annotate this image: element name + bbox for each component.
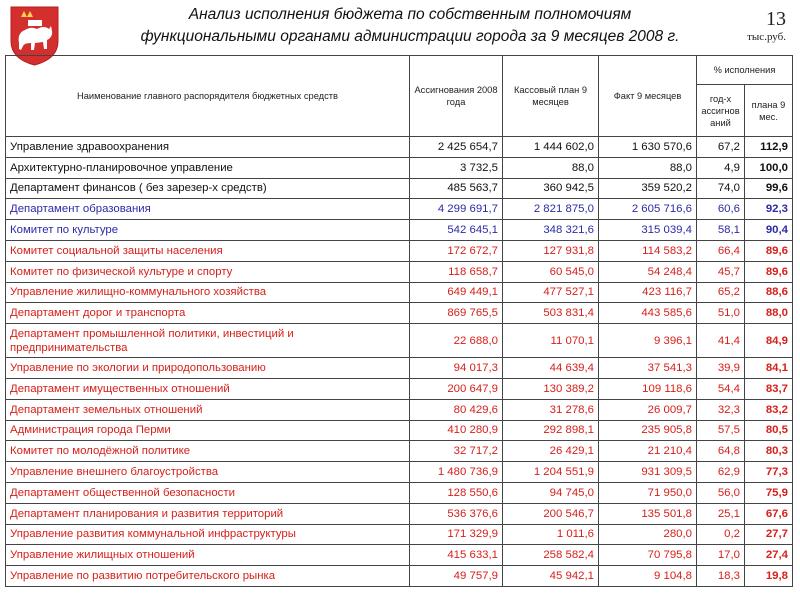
cell-pct-year: 58,1 [697, 220, 745, 241]
table-row [6, 524, 793, 545]
cell-pct-plan: 27,4 [745, 545, 793, 566]
page-title [80, 4, 740, 48]
cell-pct-plan: 112,9 [745, 137, 793, 158]
page-number: 13 [766, 8, 786, 30]
table-header [6, 56, 793, 137]
table-row [6, 545, 793, 566]
cell-plan: 1 011,6 [503, 524, 599, 545]
cell-plan: 26 429,1 [503, 441, 599, 462]
cell-pct-plan: 84,9 [745, 324, 793, 358]
cell-assign: 118 658,7 [410, 261, 503, 282]
table-row [6, 566, 793, 587]
cell-name: Департамент общественной безопасности [6, 482, 410, 503]
table-row [6, 482, 793, 503]
cell-pct-plan: 90,4 [745, 220, 793, 241]
cell-pct-year: 51,0 [697, 303, 745, 324]
col-header-pct-plan: плана 9 мес. [745, 85, 793, 137]
cell-assign: 485 563,7 [410, 178, 503, 199]
cell-assign: 649 449,1 [410, 282, 503, 303]
cell-plan: 200 546,7 [503, 503, 599, 524]
cell-name: Департамент финансов ( без зарезер-х средств) [6, 178, 410, 199]
table-row [6, 324, 793, 358]
cell-assign: 49 757,9 [410, 566, 503, 587]
cell-name: Комитет социальной защиты населения [6, 240, 410, 261]
cell-plan: 88,0 [503, 157, 599, 178]
cell-fact: 26 009,7 [599, 399, 697, 420]
col-header-plan: Кассовый план 9 месяцев [503, 56, 599, 137]
cell-plan: 11 070,1 [503, 324, 599, 358]
cell-pct-year: 39,9 [697, 358, 745, 379]
table-row [6, 282, 793, 303]
cell-pct-plan: 92,3 [745, 199, 793, 220]
cell-plan: 360 942,5 [503, 178, 599, 199]
cell-pct-plan: 89,6 [745, 240, 793, 261]
cell-pct-plan: 89,6 [745, 261, 793, 282]
cell-assign: 80 429,6 [410, 399, 503, 420]
cell-fact: 37 541,3 [599, 358, 697, 379]
col-header-pct-group: % исполнения [697, 56, 793, 85]
cell-pct-year: 66,4 [697, 240, 745, 261]
table-row [6, 178, 793, 199]
cell-assign: 128 550,6 [410, 482, 503, 503]
table-row [6, 157, 793, 178]
col-header-assign: Ассигнования 2008 года [410, 56, 503, 137]
cell-fact: 443 585,6 [599, 303, 697, 324]
cell-plan: 1 204 551,9 [503, 462, 599, 483]
cell-assign: 4 299 691,7 [410, 199, 503, 220]
cell-pct-year: 64,8 [697, 441, 745, 462]
cell-assign: 171 329,9 [410, 524, 503, 545]
table-row [6, 220, 793, 241]
cell-assign: 172 672,7 [410, 240, 503, 261]
cell-name: Комитет по физической культуре и спорту [6, 261, 410, 282]
cell-pct-plan: 88,0 [745, 303, 793, 324]
table-row [6, 441, 793, 462]
cell-fact: 88,0 [599, 157, 697, 178]
cell-pct-year: 0,2 [697, 524, 745, 545]
cell-fact: 71 950,0 [599, 482, 697, 503]
col-header-pct-year: год-х ассигнов аний [697, 85, 745, 137]
cell-plan: 1 444 602,0 [503, 137, 599, 158]
cell-assign: 22 688,0 [410, 324, 503, 358]
cell-pct-year: 67,2 [697, 137, 745, 158]
table-row [6, 503, 793, 524]
cell-name: Департамент промышленной политики, инвестиций и предпринимательства [6, 324, 410, 358]
cell-name: Архитектурно-планировочное управление [6, 157, 410, 178]
cell-assign: 32 717,2 [410, 441, 503, 462]
cell-name: Департамент планирования и развития территорий [6, 503, 410, 524]
cell-fact: 359 520,2 [599, 178, 697, 199]
cell-pct-plan: 100,0 [745, 157, 793, 178]
cell-name: Администрация города Перми [6, 420, 410, 441]
cell-plan: 44 639,4 [503, 358, 599, 379]
cell-fact: 9 396,1 [599, 324, 697, 358]
cell-pct-year: 18,3 [697, 566, 745, 587]
cell-fact: 109 118,6 [599, 378, 697, 399]
cell-plan: 31 278,6 [503, 399, 599, 420]
cell-fact: 54 248,4 [599, 261, 697, 282]
col-header-fact: Факт 9 месяцев [599, 56, 697, 137]
cell-pct-plan: 80,3 [745, 441, 793, 462]
cell-pct-plan: 83,7 [745, 378, 793, 399]
cell-pct-year: 45,7 [697, 261, 745, 282]
cell-pct-year: 25,1 [697, 503, 745, 524]
cell-fact: 114 583,2 [599, 240, 697, 261]
cell-pct-plan: 99,6 [745, 178, 793, 199]
cell-name: Департамент имущественных отношений [6, 378, 410, 399]
title-line-1: Анализ исполнения бюджета по собственным полномочиям [188, 6, 632, 23]
col-header-name: Наименование главного распорядителя бюджетных средств [6, 56, 410, 137]
cell-name: Комитет по культуре [6, 220, 410, 241]
title-line-2: функциональными органами администрации города за 9 месяцев 2008 г. [140, 28, 680, 45]
cell-pct-year: 65,2 [697, 282, 745, 303]
table-row [6, 303, 793, 324]
cell-name: Департамент земельных отношений [6, 399, 410, 420]
cell-pct-plan: 67,6 [745, 503, 793, 524]
cell-name: Управление развития коммунальной инфраструктуры [6, 524, 410, 545]
cell-assign: 415 633,1 [410, 545, 503, 566]
table-row [6, 378, 793, 399]
cell-name: Управление по экологии и природопользованию [6, 358, 410, 379]
cell-name: Управление по развитию потребительского рынка [6, 566, 410, 587]
cell-plan: 127 931,8 [503, 240, 599, 261]
cell-fact: 423 116,7 [599, 282, 697, 303]
table-row [6, 420, 793, 441]
cell-fact: 70 795,8 [599, 545, 697, 566]
cell-plan: 2 821 875,0 [503, 199, 599, 220]
cell-pct-year: 56,0 [697, 482, 745, 503]
cell-pct-plan: 27,7 [745, 524, 793, 545]
cell-assign: 1 480 736,9 [410, 462, 503, 483]
cell-assign: 2 425 654,7 [410, 137, 503, 158]
table-row [6, 137, 793, 158]
units-label: тыс.руб. [747, 31, 786, 43]
cell-pct-year: 17,0 [697, 545, 745, 566]
cell-pct-year: 32,3 [697, 399, 745, 420]
cell-pct-plan: 80,5 [745, 420, 793, 441]
cell-fact: 315 039,4 [599, 220, 697, 241]
cell-assign: 536 376,6 [410, 503, 503, 524]
cell-pct-year: 62,9 [697, 462, 745, 483]
budget-table [5, 55, 793, 587]
cell-plan: 94 745,0 [503, 482, 599, 503]
cell-fact: 1 630 570,6 [599, 137, 697, 158]
table-row [6, 199, 793, 220]
cell-pct-year: 54,4 [697, 378, 745, 399]
cell-pct-plan: 75,9 [745, 482, 793, 503]
table-row [6, 261, 793, 282]
cell-name: Управление жилищно-коммунального хозяйства [6, 282, 410, 303]
cell-assign: 410 280,9 [410, 420, 503, 441]
cell-pct-year: 4,9 [697, 157, 745, 178]
cell-pct-year: 41,4 [697, 324, 745, 358]
cell-fact: 135 501,8 [599, 503, 697, 524]
cell-fact: 931 309,5 [599, 462, 697, 483]
cell-name: Управление жилищных отношений [6, 545, 410, 566]
cell-pct-plan: 84,1 [745, 358, 793, 379]
cell-plan: 130 389,2 [503, 378, 599, 399]
cell-assign: 200 647,9 [410, 378, 503, 399]
cell-name: Департамент образования [6, 199, 410, 220]
cell-assign: 869 765,5 [410, 303, 503, 324]
cell-pct-plan: 88,6 [745, 282, 793, 303]
cell-fact: 9 104,8 [599, 566, 697, 587]
cell-name: Комитет по молодёжной политике [6, 441, 410, 462]
table-row [6, 399, 793, 420]
cell-fact: 235 905,8 [599, 420, 697, 441]
table-row [6, 358, 793, 379]
cell-pct-plan: 19,8 [745, 566, 793, 587]
cell-pct-year: 74,0 [697, 178, 745, 199]
cell-plan: 348 321,6 [503, 220, 599, 241]
cell-name: Управление внешнего благоустройства [6, 462, 410, 483]
cell-assign: 3 732,5 [410, 157, 503, 178]
cell-fact: 280,0 [599, 524, 697, 545]
cell-plan: 477 527,1 [503, 282, 599, 303]
cell-plan: 60 545,0 [503, 261, 599, 282]
table-row [6, 240, 793, 261]
cell-assign: 94 017,3 [410, 358, 503, 379]
table-row [6, 462, 793, 483]
cell-fact: 2 605 716,6 [599, 199, 697, 220]
cell-pct-plan: 83,2 [745, 399, 793, 420]
cell-name: Департамент дорог и транспорта [6, 303, 410, 324]
cell-assign: 542 645,1 [410, 220, 503, 241]
cell-plan: 45 942,1 [503, 566, 599, 587]
cell-pct-plan: 77,3 [745, 462, 793, 483]
table-body [6, 137, 793, 587]
cell-plan: 258 582,4 [503, 545, 599, 566]
cell-fact: 21 210,4 [599, 441, 697, 462]
cell-pct-year: 60,6 [697, 199, 745, 220]
cell-pct-year: 57,5 [697, 420, 745, 441]
cell-plan: 503 831,4 [503, 303, 599, 324]
cell-plan: 292 898,1 [503, 420, 599, 441]
cell-name: Управление здравоохранения [6, 137, 410, 158]
